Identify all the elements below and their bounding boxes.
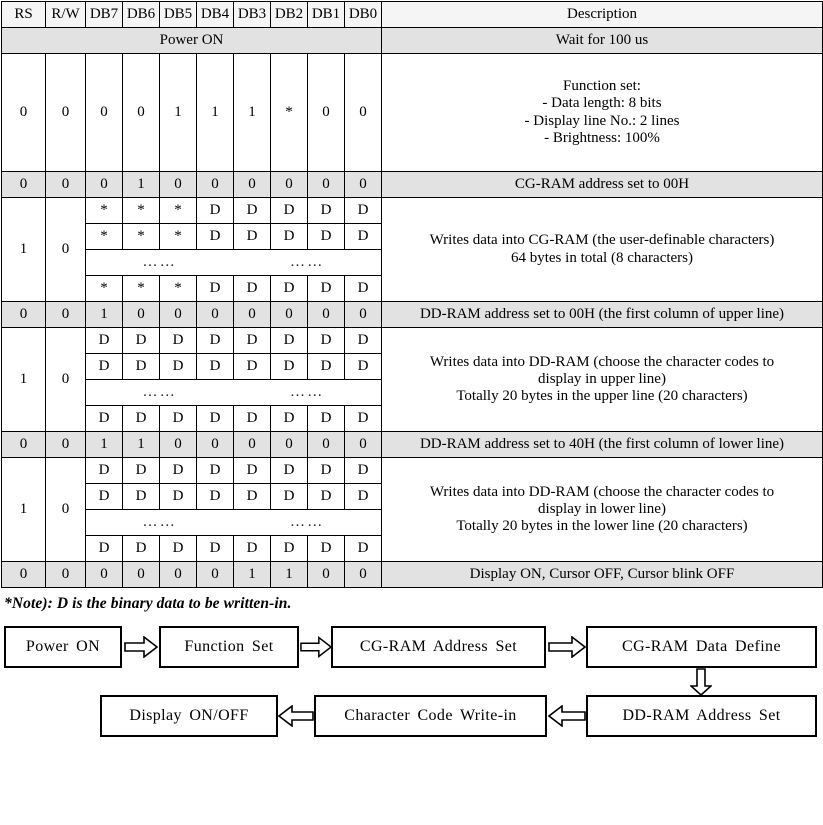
ddram-lower-r2-db1: D — [308, 484, 345, 510]
ddram-upper-r3-db4: D — [197, 406, 234, 432]
ddram-lower-continuation — [86, 510, 382, 536]
row-display-on — [2, 562, 823, 588]
ddram-lower-r1-db3: D — [234, 458, 271, 484]
flow-box-cgram-address-set[interactable]: CG-RAM Address Set — [331, 626, 546, 668]
cgram-data-rw: 0 — [46, 198, 86, 302]
ddram-lower-r3-db7: D — [86, 536, 123, 562]
ddram-addr-lower-db0: 0 — [345, 432, 382, 458]
initialization-sequence-table — [1, 1, 823, 588]
ddram-upper-continuation — [86, 380, 382, 406]
ddram-upper-rs: 1 — [2, 328, 46, 432]
ddram-lower-r3-db3: D — [234, 536, 271, 562]
ddram-addr-lower-db1: 0 — [308, 432, 345, 458]
ddram-addr-lower-rs: 0 — [2, 432, 46, 458]
function-set-rs: 0 — [2, 54, 46, 172]
row-power-on — [2, 28, 823, 54]
cgram-data-r3-db0: D — [345, 276, 382, 302]
ddram-lower-r3-db1: D — [308, 536, 345, 562]
cgram-data-r1-db2: D — [271, 198, 308, 224]
ddram-upper-r2-db3: D — [234, 354, 271, 380]
ddram-upper-r3-db3: D — [234, 406, 271, 432]
ddram-lower-r2-db3: D — [234, 484, 271, 510]
cgram-addr-db4: 0 — [197, 172, 234, 198]
cgram-data-r3-db4: D — [197, 276, 234, 302]
cgram-data-r2-db5: * — [160, 224, 197, 250]
cgram-data-r2-db2: D — [271, 224, 308, 250]
ddram-lower-description — [382, 458, 823, 562]
ddram-addr-upper-db7: 1 — [86, 302, 123, 328]
function-set-db3: 1 — [234, 54, 271, 172]
function-set-line-4: - Brightness: 100% — [544, 129, 660, 146]
cgram-data-r1-db5: * — [160, 198, 197, 224]
col-header-rs: RS — [2, 2, 46, 28]
row-ddram-data-upper-1 — [2, 328, 823, 354]
cgram-addr-rs: 0 — [2, 172, 46, 198]
col-header-db0: DB0 — [345, 2, 382, 28]
cgram-addr-rw: 0 — [46, 172, 86, 198]
ddram-addr-upper-db6: 0 — [123, 302, 160, 328]
arrow-left-char-code-to-display-icon — [278, 705, 314, 727]
cgram-data-r3-db5: * — [160, 276, 197, 302]
ddram-upper-r2-db6: D — [123, 354, 160, 380]
display-on-rs: 0 — [2, 562, 46, 588]
ddram-upper-line-3: Totally 20 bytes in the upper line (20 characters) — [456, 388, 748, 405]
display-on-rw: 0 — [46, 562, 86, 588]
datasheet-page — [0, 1, 823, 825]
function-set-line-1: Function set: — [563, 78, 641, 94]
row-cgram-data-1 — [2, 198, 823, 224]
ddram-lower-dots-right: …… — [290, 513, 325, 530]
arrow-left-ddram-addr-to-char-code-icon — [548, 705, 586, 727]
ddram-upper-dots-right: …… — [290, 383, 325, 400]
ddram-upper-line-2: display in upper line) — [538, 370, 666, 387]
col-header-rw: R/W — [46, 2, 86, 28]
function-set-db6: 0 — [123, 54, 160, 172]
ddram-upper-r2-db4: D — [197, 354, 234, 380]
cgram-addr-db7: 0 — [86, 172, 123, 198]
power-on-description: Wait for 100 us — [382, 28, 823, 54]
cgram-addr-description: CG-RAM address set to 00H — [382, 172, 823, 198]
ddram-addr-upper-db0: 0 — [345, 302, 382, 328]
ddram-lower-r1-db4: D — [197, 458, 234, 484]
ddram-upper-r2-db2: D — [271, 354, 308, 380]
display-on-db0: 0 — [345, 562, 382, 588]
col-header-db3: DB3 — [234, 2, 271, 28]
ddram-addr-upper-description: DD-RAM address set to 00H (the first column of upper line) — [382, 302, 823, 328]
function-set-db0: 0 — [345, 54, 382, 172]
ddram-lower-r1-db7: D — [86, 458, 123, 484]
col-header-db2: DB2 — [271, 2, 308, 28]
ddram-upper-r3-db2: D — [271, 406, 308, 432]
arrow-right-power-to-function-icon — [124, 636, 158, 658]
ddram-upper-r3-db7: D — [86, 406, 123, 432]
cgram-data-r2-db4: D — [197, 224, 234, 250]
ddram-addr-lower-rw: 0 — [46, 432, 86, 458]
cgram-data-r2-db6: * — [123, 224, 160, 250]
ddram-lower-dots-left: …… — [142, 513, 177, 530]
cgram-data-r3-db6: * — [123, 276, 160, 302]
ddram-lower-r3-db2: D — [271, 536, 308, 562]
ddram-addr-upper-db4: 0 — [197, 302, 234, 328]
display-on-db5: 0 — [160, 562, 197, 588]
ddram-lower-rs: 1 — [2, 458, 46, 562]
ddram-upper-r3-db6: D — [123, 406, 160, 432]
ddram-lower-r1-db2: D — [271, 458, 308, 484]
ddram-lower-rw: 0 — [46, 458, 86, 562]
ddram-lower-r1-db1: D — [308, 458, 345, 484]
cgram-dots-right: …… — [290, 253, 325, 270]
cgram-data-r3-db1: D — [308, 276, 345, 302]
ddram-lower-line-1: Writes data into DD-RAM (choose the character codes to — [429, 483, 775, 500]
cgram-data-r2-db1: D — [308, 224, 345, 250]
arrow-right-cgram-addr-to-data-icon — [548, 636, 586, 658]
ddram-addr-upper-rs: 0 — [2, 302, 46, 328]
cgram-addr-db0: 0 — [345, 172, 382, 198]
ddram-upper-r3-db0: D — [345, 406, 382, 432]
display-on-db1: 0 — [308, 562, 345, 588]
ddram-upper-rw: 0 — [46, 328, 86, 432]
ddram-upper-r1-db7: D — [86, 328, 123, 354]
ddram-lower-r2-db4: D — [197, 484, 234, 510]
ddram-upper-line-1: Writes data into DD-RAM (choose the character codes to — [429, 353, 775, 370]
arrow-down-cgram-data-to-ddram-addr-icon — [690, 668, 712, 696]
row-function-set — [2, 54, 823, 172]
flow-box-function-set[interactable]: Function Set — [159, 626, 299, 668]
ddram-upper-r1-db0: D — [345, 328, 382, 354]
ddram-addr-upper-db5: 0 — [160, 302, 197, 328]
ddram-addr-upper-rw: 0 — [46, 302, 86, 328]
ddram-addr-lower-description: DD-RAM address set to 40H (the first column of lower line) — [382, 432, 823, 458]
display-on-db2: 1 — [271, 562, 308, 588]
ddram-upper-r3-db5: D — [160, 406, 197, 432]
display-on-db3: 1 — [234, 562, 271, 588]
ddram-lower-r2-db5: D — [160, 484, 197, 510]
ddram-addr-upper-db3: 0 — [234, 302, 271, 328]
cgram-addr-db1: 0 — [308, 172, 345, 198]
ddram-lower-r3-db6: D — [123, 536, 160, 562]
ddram-lower-line-2: display in lower line) — [538, 500, 666, 517]
col-header-db6: DB6 — [123, 2, 160, 28]
cgram-data-r1-db1: D — [308, 198, 345, 224]
cgram-data-description — [382, 198, 823, 302]
ddram-lower-r2-db2: D — [271, 484, 308, 510]
table-header-row — [2, 2, 823, 28]
ddram-addr-lower-db6: 1 — [123, 432, 160, 458]
ddram-upper-r2-db7: D — [86, 354, 123, 380]
flow-box-character-code-write-in[interactable]: Character Code Write-in — [314, 695, 547, 737]
ddram-lower-r2-db6: D — [123, 484, 160, 510]
function-set-db5: 1 — [160, 54, 197, 172]
display-on-db7: 0 — [86, 562, 123, 588]
col-header-db7: DB7 — [86, 2, 123, 28]
ddram-upper-r1-db6: D — [123, 328, 160, 354]
col-header-db5: DB5 — [160, 2, 197, 28]
initialization-flowchart — [0, 622, 823, 750]
display-on-db6: 0 — [123, 562, 160, 588]
flow-box-power-on[interactable]: Power ON — [4, 626, 122, 668]
footnote: *Note): D is the binary data to be written-in. — [4, 595, 292, 612]
cgram-data-continuation — [86, 250, 382, 276]
flow-box-display-on-off[interactable]: Display ON/OFF — [100, 695, 278, 737]
col-header-db1: DB1 — [308, 2, 345, 28]
cgram-data-r3-db3: D — [234, 276, 271, 302]
ddram-lower-r1-db6: D — [123, 458, 160, 484]
ddram-lower-r2-db0: D — [345, 484, 382, 510]
cgram-data-r1-db4: D — [197, 198, 234, 224]
power-on-label: Power ON — [2, 28, 382, 54]
cgram-data-r3-db2: D — [271, 276, 308, 302]
col-header-db4: DB4 — [197, 2, 234, 28]
cgram-data-line-1: Writes data into CG-RAM (the user-definable characters) — [429, 232, 775, 249]
function-set-db2: * — [271, 54, 308, 172]
ddram-addr-lower-db2: 0 — [271, 432, 308, 458]
cgram-data-r2-db3: D — [234, 224, 271, 250]
ddram-addr-upper-db2: 0 — [271, 302, 308, 328]
row-ddram-data-lower-1 — [2, 458, 823, 484]
ddram-addr-lower-db5: 0 — [160, 432, 197, 458]
display-on-description: Display ON, Cursor OFF, Cursor blink OFF — [382, 562, 823, 588]
function-set-line-3: - Display line No.: 2 lines — [524, 112, 680, 129]
cgram-addr-db2: 0 — [271, 172, 308, 198]
ddram-upper-r1-db2: D — [271, 328, 308, 354]
ddram-addr-lower-db4: 0 — [197, 432, 234, 458]
ddram-upper-r1-db3: D — [234, 328, 271, 354]
ddram-upper-description — [382, 328, 823, 432]
cgram-data-r3-db7: * — [86, 276, 123, 302]
function-set-rw: 0 — [46, 54, 86, 172]
ddram-lower-r3-db0: D — [345, 536, 382, 562]
cgram-data-rs: 1 — [2, 198, 46, 302]
ddram-lower-r3-db4: D — [197, 536, 234, 562]
ddram-upper-r2-db0: D — [345, 354, 382, 380]
cgram-data-r1-db3: D — [234, 198, 271, 224]
col-header-description: Description — [382, 2, 823, 28]
row-cgram-address-set — [2, 172, 823, 198]
ddram-addr-lower-db7: 1 — [86, 432, 123, 458]
ddram-upper-r1-db5: D — [160, 328, 197, 354]
ddram-lower-r1-db0: D — [345, 458, 382, 484]
flow-box-cgram-data-define[interactable]: CG-RAM Data Define — [586, 626, 817, 668]
ddram-upper-r1-db4: D — [197, 328, 234, 354]
function-set-db7: 0 — [86, 54, 123, 172]
cgram-addr-db5: 0 — [160, 172, 197, 198]
arrow-right-function-to-cgram-addr-icon — [300, 636, 332, 658]
cgram-data-r2-db0: D — [345, 224, 382, 250]
cgram-data-r1-db6: * — [123, 198, 160, 224]
display-on-db4: 0 — [197, 562, 234, 588]
cgram-data-line-2: 64 bytes in total (8 characters) — [510, 249, 693, 266]
cgram-data-r1-db0: D — [345, 198, 382, 224]
ddram-upper-r1-db1: D — [308, 328, 345, 354]
ddram-lower-r1-db5: D — [160, 458, 197, 484]
cgram-dots-left: …… — [142, 253, 177, 270]
ddram-addr-lower-db3: 0 — [234, 432, 271, 458]
cgram-addr-db6: 1 — [123, 172, 160, 198]
function-set-db1: 0 — [308, 54, 345, 172]
ddram-upper-r2-db5: D — [160, 354, 197, 380]
cgram-data-r1-db7: * — [86, 198, 123, 224]
ddram-addr-upper-db1: 0 — [308, 302, 345, 328]
function-set-db4: 1 — [197, 54, 234, 172]
ddram-upper-r2-db1: D — [308, 354, 345, 380]
row-ddram-address-upper — [2, 302, 823, 328]
ddram-upper-dots-left: …… — [142, 383, 177, 400]
ddram-lower-r3-db5: D — [160, 536, 197, 562]
row-ddram-address-lower — [2, 432, 823, 458]
ddram-lower-line-3: Totally 20 bytes in the lower line (20 characters) — [456, 518, 748, 535]
ddram-upper-r3-db1: D — [308, 406, 345, 432]
function-set-description — [382, 54, 823, 172]
ddram-lower-r2-db7: D — [86, 484, 123, 510]
cgram-data-r2-db7: * — [86, 224, 123, 250]
function-set-line-2: - Data length: 8 bits — [542, 95, 662, 112]
cgram-addr-db3: 0 — [234, 172, 271, 198]
flow-box-ddram-address-set[interactable]: DD-RAM Address Set — [586, 695, 817, 737]
